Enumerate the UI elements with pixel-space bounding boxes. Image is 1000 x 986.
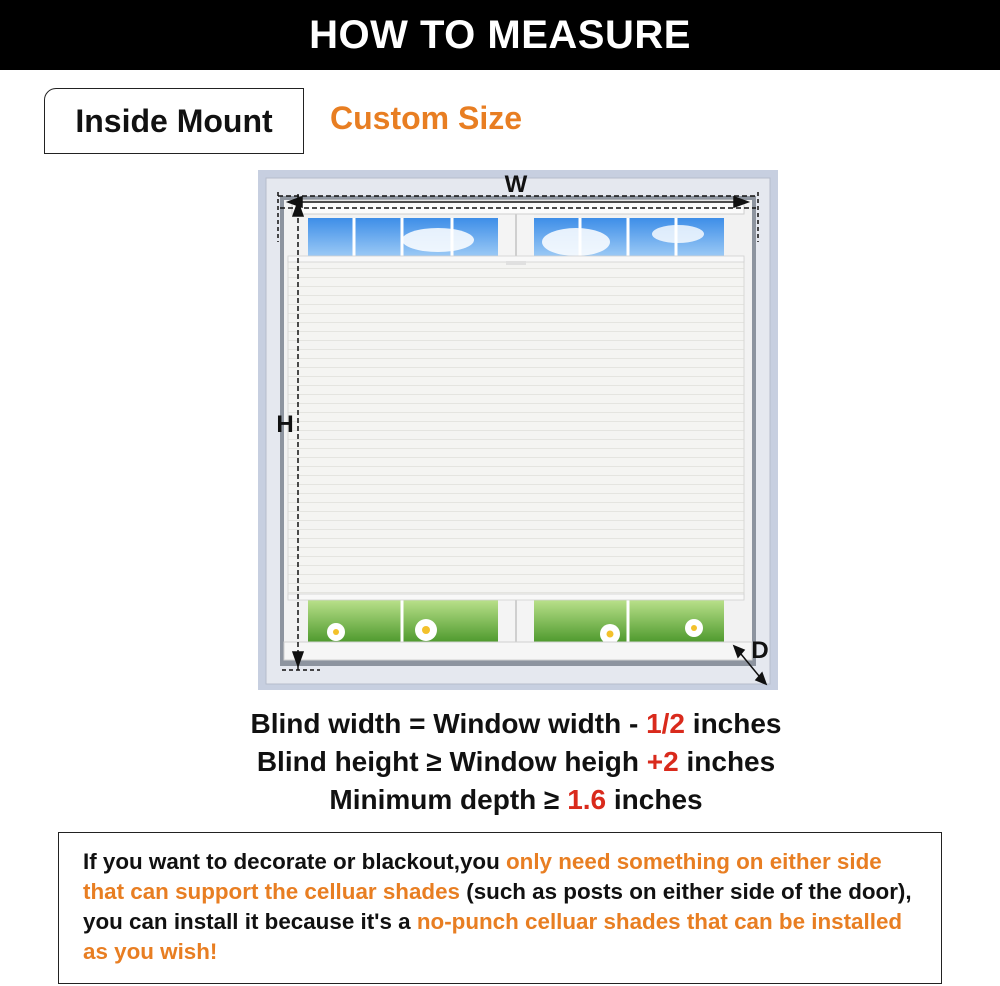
formula-text: Minimum depth ≥ <box>329 784 568 815</box>
cloud <box>652 225 704 243</box>
formula-value: +2 <box>646 746 679 777</box>
note-highlight: only need something on either side that can support the celluar shades <box>83 849 882 904</box>
note-text: (such as posts on either side of the door), you can install it because it's a <box>83 879 912 934</box>
formula-unit: inches <box>678 746 776 777</box>
installation-note <box>58 832 942 984</box>
window-sill <box>284 642 752 660</box>
custom-size-label: Custom Size <box>330 100 523 136</box>
mount-type-box <box>44 88 304 154</box>
formula-unit: inches <box>685 708 782 739</box>
formula-text: Blind width = Window width - <box>250 708 647 739</box>
formula-unit: inches <box>606 784 703 815</box>
depth-label: D <box>751 637 769 664</box>
note-text: If you want to decorate or blackout,you <box>83 849 506 874</box>
shade-handle <box>506 261 526 265</box>
height-formula <box>0 743 1000 781</box>
width-label: W <box>504 171 528 198</box>
height-label: H <box>276 411 294 438</box>
measurement-formulas <box>0 705 1000 819</box>
width-formula <box>0 705 1000 743</box>
cellular-shade <box>288 258 744 598</box>
cloud <box>542 228 610 256</box>
header-bar <box>0 0 1000 70</box>
page-title: HOW TO MEASURE <box>309 12 691 57</box>
depth-formula <box>0 781 1000 819</box>
formula-value: 1.6 <box>567 784 607 815</box>
shade-bottom-rail <box>288 594 744 600</box>
formula-text: Blind height ≥ Window heigh <box>256 746 647 777</box>
mount-type-label: Inside Mount <box>75 102 273 139</box>
window-measure-diagram <box>258 170 778 690</box>
note-highlight: no-punch celluar shades that can be installed as you wish! <box>83 909 903 964</box>
formula-value: 1/2 <box>646 708 686 739</box>
cloud <box>402 228 474 252</box>
